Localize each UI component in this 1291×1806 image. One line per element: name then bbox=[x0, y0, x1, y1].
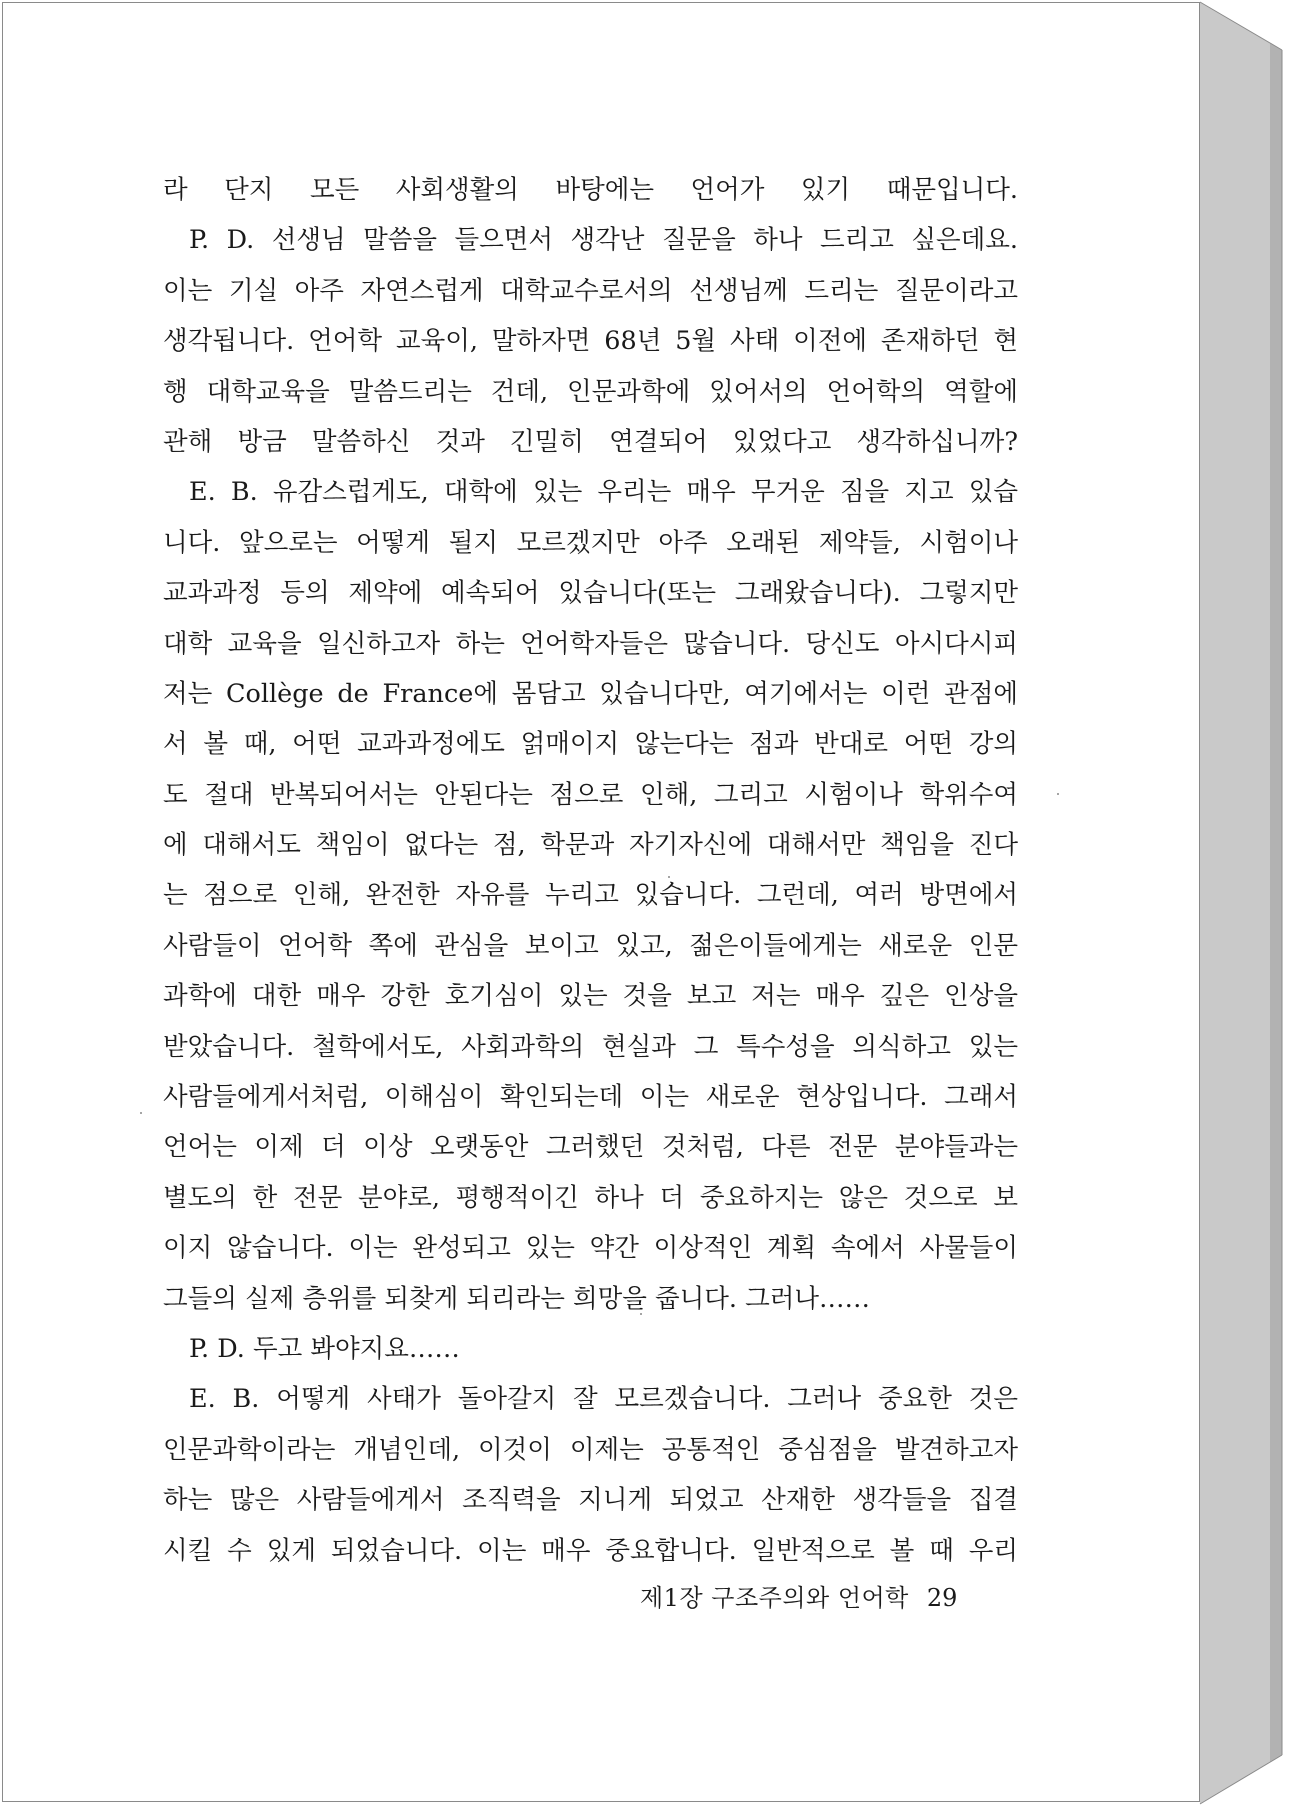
body-text bbox=[163, 165, 1018, 1576]
text-line: 이지 않습니다. 이는 완성되고 있는 약간 이상적인 계획 속에서 사물들이 bbox=[163, 1233, 1018, 1264]
text-line: P. D. 선생님 말씀을 들으면서 생각난 질문을 하나 드리고 싶은데요. bbox=[189, 225, 1018, 256]
text-line: 관해 방금 말씀하신 것과 긴밀히 연결되어 있었다고 생각하십니까? bbox=[163, 426, 1018, 457]
text-line: 별도의 한 전문 분야로, 평행적이긴 하나 더 중요하지는 않은 것으로 보 bbox=[163, 1182, 1018, 1213]
text-line: 언어는 이제 더 이상 오랫동안 그러했던 것처럼, 다른 전문 분야들과는 bbox=[163, 1132, 1018, 1163]
chapter-title: 제1장 구조주의와 언어학 bbox=[640, 1584, 909, 1612]
text-line: 행 대학교육을 말씀드리는 건데, 인문과학에 있어서의 언어학의 역할에 bbox=[163, 376, 1018, 407]
text-line: 인문과학이라는 개념인데, 이것이 이제는 공통적인 중심점을 발견하고자 bbox=[163, 1434, 1018, 1465]
text-line: 사람들이 언어학 쪽에 관심을 보이고 있고, 젊은이들에게는 새로운 인문 bbox=[163, 930, 1018, 961]
text-line: 니다. 앞으로는 어떻게 될지 모르겠지만 아주 오래된 제약들, 시험이나 bbox=[163, 527, 1018, 558]
text-line: 에 대해서도 책임이 없다는 점, 학문과 자기자신에 대해서만 책임을 진다 bbox=[163, 830, 1018, 861]
text-line: P. D. 두고 봐야지요…… bbox=[189, 1333, 460, 1364]
text-line: 대학 교육을 일신하고자 하는 언어학자들은 많습니다. 당신도 아시다시피 bbox=[163, 628, 1018, 659]
page-edge-face bbox=[1200, 2, 1282, 1804]
text-line: 과학에 대한 매우 강한 호기심이 있는 것을 보고 저는 매우 깊은 인상을 bbox=[163, 981, 1018, 1012]
page-number: 29 bbox=[926, 1584, 958, 1612]
text-line: 생각됩니다. 언어학 교육이, 말하자면 68년 5월 사태 이전에 존재하던 현 bbox=[163, 326, 1018, 357]
text-line: 는 점으로 인해, 완전한 자유를 누리고 있습니다. 그런데, 여러 방면에서 bbox=[163, 880, 1018, 911]
text-line: 시킬 수 있게 되었습니다. 이는 매우 중요합니다. 일반적으로 볼 때 우리 bbox=[163, 1535, 1018, 1566]
text-line: 사람들에게서처럼, 이해심이 확인되는데 이는 새로운 현상입니다. 그래서 bbox=[163, 1082, 1018, 1113]
running-footer bbox=[640, 1578, 1020, 1618]
text-line: E. B. 유감스럽게도, 대학에 있는 우리는 매우 무거운 짐을 지고 있습 bbox=[189, 477, 1018, 508]
scan-speck bbox=[140, 1112, 142, 1114]
scan-speck bbox=[1057, 793, 1059, 795]
text-line: 교과과정 등의 제약에 예속되어 있습니다(또는 그래왔습니다). 그렇지만 bbox=[163, 578, 1018, 609]
text-line: 저는 Collège de France에 몸담고 있습니다만, 여기에서는 이런 관점에 bbox=[163, 678, 1018, 709]
text-line: 하는 많은 사람들에게서 조직력을 지니게 되었고 산재한 생각들을 집결 bbox=[163, 1485, 1018, 1516]
text-line: 라 단지 모든 사회생활의 바탕에는 언어가 있기 때문입니다. bbox=[163, 175, 1018, 205]
text-line: E. B. 어떻게 사태가 돌아갈지 잘 모르겠습니다. 그러나 중요한 것은 bbox=[189, 1384, 1018, 1415]
text-line: 서 볼 때, 어떤 교과과정에도 얽매이지 않는다는 점과 반대로 어떤 강의 bbox=[163, 729, 1018, 760]
text-line: 그들의 실제 층위를 되찾게 되리라는 희망을 줍니다. 그러나…… bbox=[163, 1283, 871, 1314]
text-line: 도 절대 반복되어서는 안된다는 점으로 인해, 그리고 시험이나 학위수여 bbox=[163, 779, 1018, 810]
page-edge-shadow bbox=[1270, 43, 1282, 1762]
text-line: 이는 기실 아주 자연스럽게 대학교수로서의 선생님께 드리는 질문이라고 bbox=[163, 275, 1018, 306]
text-line: 받았습니다. 철학에서도, 사회과학의 현실과 그 특수성을 의식하고 있는 bbox=[163, 1031, 1018, 1062]
